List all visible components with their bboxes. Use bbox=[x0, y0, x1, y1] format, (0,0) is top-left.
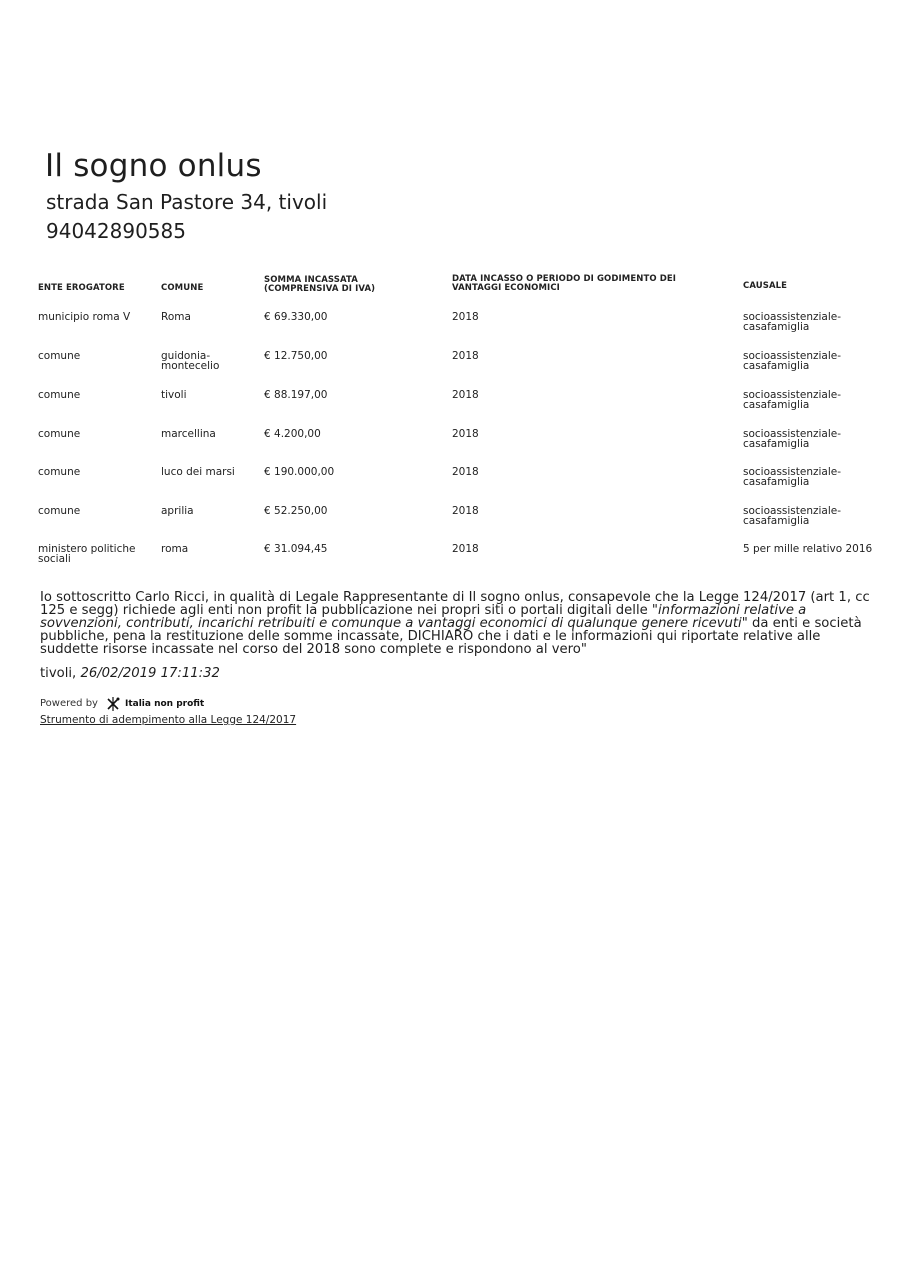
signature-line bbox=[40, 667, 220, 681]
cell-data: 2018 bbox=[452, 466, 479, 478]
cell-somma: € 69.330,00 bbox=[264, 311, 328, 323]
organization-address: strada San Pastore 34, tivoli bbox=[46, 190, 328, 214]
cell-data: 2018 bbox=[452, 311, 479, 323]
cell-causale: socioassistenziale-casafamiglia bbox=[743, 428, 842, 450]
italia-non-profit-logo-icon bbox=[106, 697, 120, 711]
cell-ente: comune bbox=[38, 389, 81, 401]
cell-somma: € 12.750,00 bbox=[264, 350, 328, 362]
cell-somma: € 52.250,00 bbox=[264, 505, 328, 517]
cell-comune: guidonia-montecelio bbox=[161, 350, 220, 372]
cell-somma: € 88.197,00 bbox=[264, 389, 328, 401]
cell-causale: socioassistenziale-casafamiglia bbox=[743, 311, 842, 333]
cell-comune: roma bbox=[161, 543, 189, 555]
cell-ente: municipio roma V bbox=[38, 311, 131, 323]
cell-somma: € 190.000,00 bbox=[264, 466, 335, 478]
cell-causale: 5 per mille relativo 2016 bbox=[743, 543, 873, 555]
cell-data: 2018 bbox=[452, 389, 479, 401]
table-row bbox=[38, 351, 878, 381]
powered-by bbox=[40, 697, 204, 711]
brand-name: Italia non profit bbox=[124, 699, 205, 709]
declaration-italic-quote: informazioni relative a sovvenzioni, contributi, incarichi retribuiti e comunque a vantaggi economici di qualunque genere ricevuti bbox=[40, 603, 807, 631]
organization-fiscal-code: 94042890585 bbox=[46, 219, 186, 243]
cell-comune: Roma bbox=[161, 311, 191, 323]
cell-somma: € 31.094,45 bbox=[264, 543, 328, 555]
table-row bbox=[38, 429, 878, 459]
declaration-part-2: " da enti e società pubbliche, pena la restituzione delle somme incassate, DICHIARO che i dati e le informazioni qui riportate relative alle suddette risorse incassate nel corso del 2018 sono complete e rispondono al vero" bbox=[40, 616, 862, 657]
cell-data: 2018 bbox=[452, 350, 479, 362]
cell-data: 2018 bbox=[452, 428, 479, 440]
organization-name: Il sogno onlus bbox=[45, 148, 262, 184]
legge-124-link[interactable]: Strumento di adempimento alla Legge 124/2017 bbox=[40, 714, 297, 726]
table-row bbox=[38, 544, 878, 574]
cell-ente: comune bbox=[38, 428, 81, 440]
cell-causale: socioassistenziale-casafamiglia bbox=[743, 505, 842, 527]
cell-ente: ministero politiche sociali bbox=[38, 543, 136, 565]
table-row bbox=[38, 390, 878, 420]
header-causale: CAUSALE bbox=[743, 281, 788, 291]
table-row bbox=[38, 312, 878, 342]
cell-ente: comune bbox=[38, 350, 81, 362]
cell-data: 2018 bbox=[452, 505, 479, 517]
declaration-text bbox=[40, 591, 872, 656]
cell-causale: socioassistenziale-casafamiglia bbox=[743, 350, 842, 372]
declaration-part-1: Io sottoscritto Carlo Ricci, in qualità di Legale Rappresentante di Il sogno onlus, consapevole che la Legge 124/2017 (art 1, cc 125 e segg) richiede agli enti non profit la pubblicazione nei propri siti o portali digitali delle " bbox=[40, 590, 870, 618]
signature-datetime: 26/02/2019 17:11:32 bbox=[80, 666, 220, 681]
powered-by-label: Powered by bbox=[40, 698, 98, 709]
cell-comune: tivoli bbox=[161, 389, 187, 401]
cell-comune: aprilia bbox=[161, 505, 194, 517]
cell-comune: marcellina bbox=[161, 428, 216, 440]
cell-ente: comune bbox=[38, 505, 81, 517]
cell-somma: € 4.200,00 bbox=[264, 428, 321, 440]
table-row bbox=[38, 506, 878, 536]
cell-causale: socioassistenziale-casafamiglia bbox=[743, 389, 842, 411]
header-ente-erogatore: ENTE EROGATORE bbox=[38, 283, 125, 293]
header-somma-incassata: SOMMA INCASSATA (COMPRENSIVA DI IVA) bbox=[264, 275, 376, 294]
signature-place: tivoli, bbox=[40, 666, 77, 681]
header-data-incasso: DATA INCASSO O PERIODO DI GODIMENTO DEI VANTAGGI ECONOMICI bbox=[452, 274, 677, 293]
cell-causale: socioassistenziale-casafamiglia bbox=[743, 466, 842, 488]
cell-comune: luco dei marsi bbox=[161, 466, 235, 478]
header-comune: COMUNE bbox=[161, 283, 204, 293]
cell-ente: comune bbox=[38, 466, 81, 478]
cell-data: 2018 bbox=[452, 543, 479, 555]
table-row bbox=[38, 467, 878, 497]
